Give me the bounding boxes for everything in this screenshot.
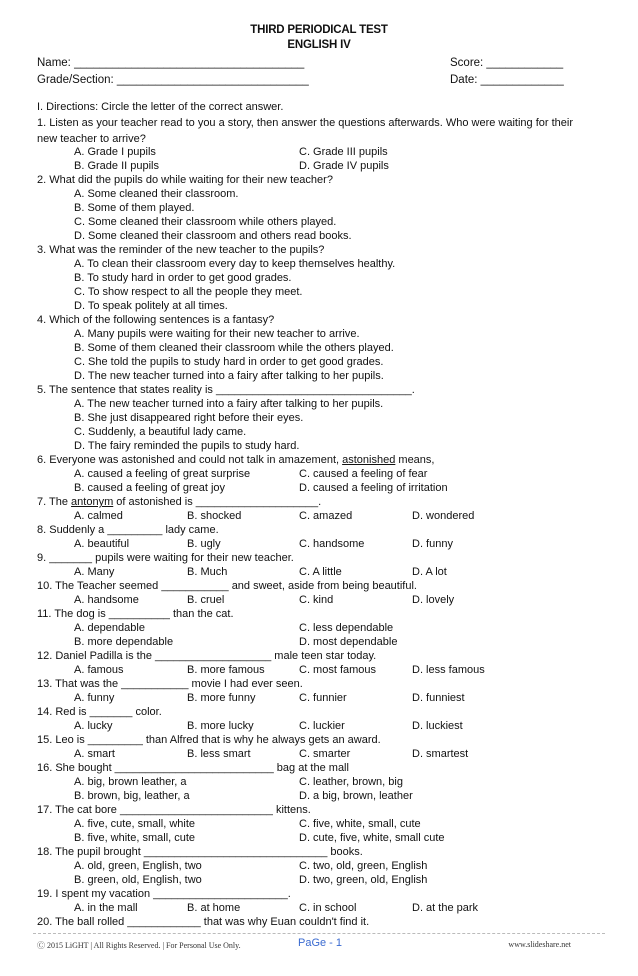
question-18: 18. The pupil brought ______________________________ books.	[37, 846, 363, 858]
question-14: 14. Red is _______ color.	[37, 706, 162, 718]
footer-divider	[33, 933, 605, 934]
directions: I. Directions: Circle the letter of the correct answer.	[37, 101, 284, 113]
option: A. Many pupils were waiting for their new teacher to arrive.	[74, 328, 360, 340]
options-row: A. dependable C. less dependable	[74, 622, 394, 634]
options-row: B. five, white, small, cute D. cute, five, white, small cute	[74, 832, 445, 844]
page-number: PaGe - 1	[298, 937, 343, 949]
options-row: A. funny B. more funny C. funnier D. funniest	[74, 692, 465, 704]
question-1-cont: new teacher to arrive?	[37, 133, 146, 145]
options-row: A. beautiful B. ugly C. handsome D. funny	[74, 538, 453, 550]
name-field: Name: ____________________________________	[37, 57, 305, 69]
date-field: Date: _____________	[450, 74, 564, 86]
option: B. She just disappeared right before their eyes.	[74, 412, 304, 424]
option: C. Some cleaned their classroom while others played.	[74, 216, 337, 228]
question-4: 4. Which of the following sentences is a fantasy?	[37, 314, 275, 326]
options-row: A. smart B. less smart C. smarter D. smartest	[74, 748, 469, 760]
question-17: 17. The cat bore _________________________ kittens.	[37, 804, 311, 816]
question-10: 10. The Teacher seemed ___________ and sweet, aside from being beautiful.	[37, 580, 417, 592]
test-title: THIRD PERIODICAL TEST	[250, 24, 388, 36]
question-13: 13. That was the ___________ movie I had ever seen.	[37, 678, 303, 690]
question-1: 1. Listen as your teacher read to you a story, then answer the questions afterwards. Who were waiting for their	[37, 117, 574, 129]
options-row: B. more dependable D. most dependable	[74, 636, 398, 648]
question-19: 19. I spent my vacation ______________________.	[37, 888, 291, 900]
options-row: A. famous B. more famous C. most famous D. less famous	[74, 664, 485, 676]
question-16: 16. She bought __________________________ bag at the mall	[37, 762, 349, 774]
question-8: 8. Suddenly a _________ lady came.	[37, 524, 219, 536]
options-row: B. caused a feeling of great joy D. caused a feeling of irritation	[74, 482, 448, 494]
option: B. To study hard in order to get good grades.	[74, 272, 292, 284]
options-row: A. calmed B. shocked C. amazed D. wondered	[74, 510, 475, 522]
option: D. Some cleaned their classroom and others read books.	[74, 230, 352, 242]
option: C. She told the pupils to study hard in order to get good grades.	[74, 356, 384, 368]
option: B. Some of them played.	[74, 202, 195, 214]
question-15: 15. Leo is _________ than Alfred that is why he always gets an award.	[37, 734, 381, 746]
question-9: 9. _______ pupils were waiting for their new teacher.	[37, 552, 294, 564]
option: A. Some cleaned their classroom.	[74, 188, 239, 200]
score-field: Score: ____________	[450, 57, 564, 69]
subject-title: ENGLISH IV	[287, 39, 351, 51]
question-6: 6. Everyone was astonished and could not talk in amazement, astonished means,	[37, 454, 435, 466]
options-row: B. Grade II pupils D. Grade IV pupils	[74, 160, 389, 172]
options-row: A. old, green, English, two C. two, old, green, English	[74, 860, 428, 872]
option: D. The fairy reminded the pupils to study hard.	[74, 440, 300, 452]
question-12: 12. Daniel Padilla is the ___________________ male teen star today.	[37, 650, 377, 662]
question-20: 20. The ball rolled ____________ that was why Euan couldn't find it.	[37, 916, 370, 928]
options-row: B. brown, big, leather, a D. a big, brown, leather	[74, 790, 413, 802]
options-row: A. caused a feeling of great surprise C. caused a feeling of fear	[74, 468, 428, 480]
options-row: A. big, brown leather, a C. leather, brown, big	[74, 776, 403, 788]
options-row: A. in the mall B. at home C. in school D. at the park	[74, 902, 479, 914]
option: A. To clean their classroom every day to keep themselves healthy.	[74, 258, 396, 270]
question-3: 3. What was the reminder of the new teacher to the pupils?	[37, 244, 325, 256]
option: C. Suddenly, a beautiful lady came.	[74, 426, 247, 438]
grade-section-field: Grade/Section: ______________________________	[37, 74, 309, 86]
options-row: A. handsome B. cruel C. kind D. lovely	[74, 594, 455, 606]
option: D. To speak politely at all times.	[74, 300, 228, 312]
copyright-notice: Ⓒ 2015 LiGHT | All Rights Reserved. | For Personal Use Only.	[37, 941, 241, 950]
question-2: 2. What did the pupils do while waiting for their new teacher?	[37, 174, 333, 186]
question-5: 5. The sentence that states reality is ________________________________.	[37, 384, 415, 396]
options-row: B. green, old, English, two D. two, green, old, English	[74, 874, 428, 886]
website-link[interactable]: www.slideshare.net	[508, 940, 571, 949]
option: A. The new teacher turned into a fairy after talking to her pupils.	[74, 398, 384, 410]
question-11: 11. The dog is __________ than the cat.	[37, 608, 234, 620]
options-row: A. five, cute, small, white C. five, white, small, cute	[74, 818, 421, 830]
options-row: A. Grade I pupils C. Grade III pupils	[74, 146, 388, 158]
options-row: A. lucky B. more lucky C. luckier D. luckiest	[74, 720, 463, 732]
option: C. To show respect to all the people they meet.	[74, 286, 303, 298]
options-row: A. Many B. Much C. A little D. A lot	[74, 566, 447, 578]
option: B. Some of them cleaned their classroom while the others played.	[74, 342, 394, 354]
question-7: 7. The antonym of astonished is ____________________.	[37, 496, 322, 508]
option: D. The new teacher turned into a fairy after talking to her pupils.	[74, 370, 384, 382]
